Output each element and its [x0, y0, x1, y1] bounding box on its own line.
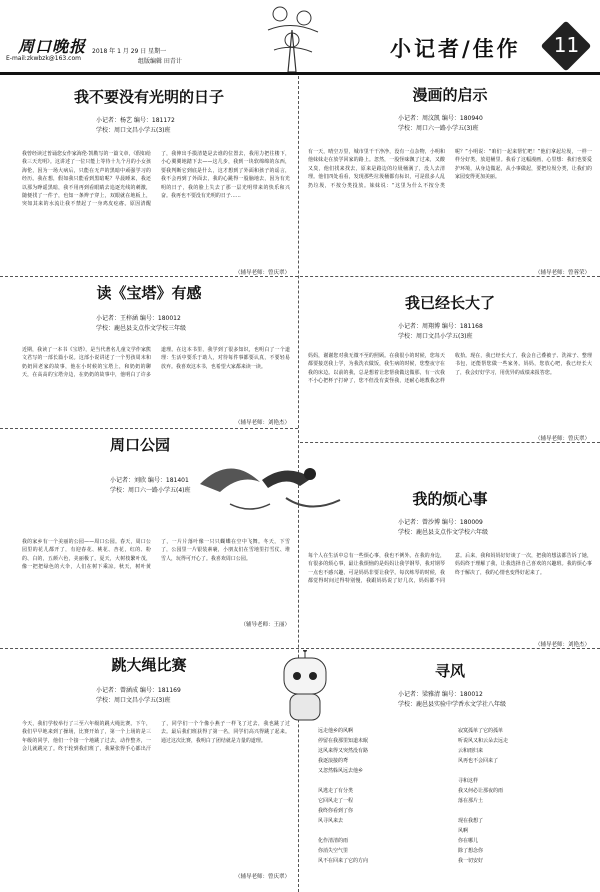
article-teacher: （辅导老师：刘艳杰） [234, 420, 290, 426]
masthead [0, 0, 600, 70]
article-title: 读《宝塔》有感 [96, 284, 202, 302]
poem-left-column: 远走他乡的风啊 停留在我那里知道未眠 这风来得又突然没有路 我逐浪接的鸢 又忽然躲风远去他乡 风逃走了有分类 它回风走了一程 我终你看到了你 风寻风来去 化作清清的雨 你消失空气里 风不在回来了它的方向 [318, 728, 369, 864]
masthead-date: 2018 年 1 月 29 日 星期一 [92, 48, 167, 55]
article-teacher: （辅导老师：王丽） [240, 622, 290, 628]
section-title: 小记者/佳作 [390, 36, 521, 61]
article-reporter: 小记者：刘欣 编号：181401 [110, 477, 189, 484]
kids-tree-illustration-icon [258, 0, 328, 72]
article-school: 学校：鹿邑县支点作文学校三年级 [96, 325, 187, 332]
newspaper-logo: 周口晚报 [18, 37, 87, 56]
article-title: 周口公园 [109, 436, 170, 454]
article-school: 学校：周口六一路小学五(3)班 [398, 125, 479, 132]
article-body: 有一天，晴空万里，城市里干干净净，没有一点杂物，小明和他妹妹走在放学回家的路上。忽然，一股怪味飘了过来，又酸又臭，他们找来找去，原来是路边的垃圾桶满了，没人去清理。他们四处看看，发现那些垃圾桶都有标识，可是很多人乱扔垃圾，不按分类投放。妹妹说：“这里为什么不按分类呢？”小明说：“咱们一起来帮忙吧！”他们拿起垃圾，一样一样分好类，放进桶里。我看了这幅漫画，心里想：我们也要爱护环境，从身边做起，从小事做起，要把垃圾分类，让我们的家园变得更加美丽。 [308, 149, 592, 189]
article-school: 学校：周口文昌小学五(3)班 [398, 333, 473, 340]
article-school: 学校：周口文昌小学五(3)班 [96, 127, 171, 134]
article-school: 学校：周口文昌小学五(3)班 [96, 697, 171, 704]
masthead-email: E-mail:zkwbzk@163.com [6, 55, 81, 62]
article-school: 学校：鹿邑县支点作文学校六年级 [398, 529, 489, 536]
article-title: 我已经长大了 [404, 294, 495, 312]
article-school: 学校：鹿邑县实验中学香水文学社八年级 [398, 701, 507, 708]
article-reporter: 小记者：杨艺 编号：181172 [96, 117, 175, 124]
article-teacher: （辅导老师：曾庆翠） [234, 270, 290, 276]
article-body: 我的家乡有一个美丽的公园——周口公园。春天，周口公园里的花儿都开了，有迎春花、桃花、杏花，红的、粉的、白的，五颜六色，美丽极了。夏天，大树枝繁叶茂，像一把把绿色的大伞，人们在树下乘凉。秋天，树叶黄了，一片片落叶像一只只蝴蝶在空中飞舞。冬天，下雪了，公园里一片银装素裹，小朋友们在雪地里打雪仗、堆雪人，玩得可开心了。我喜欢周口公园。 [22, 539, 290, 571]
article-reporter: 小记者：梁雅清 编号：180012 [398, 691, 483, 698]
article-body: 妈妈，谢谢您对我无微不至的照顾。在我很小的时候，您每天都要接送我上学，为我洗衣做饭，我生病的时候，您整夜守在我的床边。以前的我，总是想着让您帮我做这做那，有一次我不小心把杯子打碎了，您不但没有责怪我，还耐心地教我怎样收拾。现在，我已经长大了，我会自己叠被子、洗袜子、整理书包，还能帮您做一些家务。妈妈，您放心吧，我已经长大了，我会好好学习，用优异的成绩来报答您。 [308, 353, 592, 385]
article-title: 漫画的启示 [412, 86, 488, 104]
article-body: 今天，我们学校举行了三至六年级的跳大绳比赛。下午，我们早早地来到了操场，比赛开始了，第一个上场的是三年级的同学，他们一个接一个地跳了过去，动作整齐，一会儿就跳完了。终于轮到我们班了，我紧张得手心都出汗了，同学们一个个像小燕子一样飞了过去，我也跳了过去。最后我们班获得了第一名，同学们高兴得跳了起来。通过这次比赛，我明白了团结就是力量的道理。 [22, 721, 290, 753]
page-number: 11 [553, 33, 580, 58]
article-body: 每个人在生活中总有一些烦心事，我也不例外。在我的身边，有很多的烦心事，最让我烦恼的是妈妈让我学钢琴，我对钢琴一点也不感兴趣，可是妈妈非要让我学。每次练琴的时候，我都觉得时间过得特别慢，我跟妈妈说了好几次，妈妈都不同意。后来，我和妈妈好好谈了一次，把我的想法都告诉了她，妈妈终于理解了我，让我选择自己喜欢的兴趣班。我的烦心事终于解决了，我的心情也变得好起来了。 [308, 553, 592, 585]
article-title: 我不要没有光明的日子 [73, 88, 224, 106]
poem-right-column: 寂寞孤单了它的孤单 听说风又和云朵去远走 云和雨归来 风再也不会回来了 寻和这样 我又何必让那夜的雨 落在那片土 现在我想了 风啊 你在哪儿 除了想念你 我一切安好 [458, 728, 509, 864]
article-title: 寻风 [434, 662, 465, 680]
article-divider [300, 276, 600, 278]
birds-illustration-icon [190, 444, 350, 524]
article-divider [0, 428, 298, 430]
article-teacher: （辅导老师：曾蓉荣） [534, 270, 590, 276]
article-reporter: 小记者：曾涵成 编号：181169 [96, 687, 181, 694]
article-title: 跳大绳比赛 [111, 656, 187, 674]
article-reporter: 小记者：曾沙博 编号：180009 [398, 519, 483, 526]
article-reporter: 小记者：周翔博 编号：181168 [398, 323, 483, 330]
article-teacher: （辅导老师：曾庆翠） [234, 874, 290, 880]
article-divider [0, 276, 298, 278]
article-teacher: （辅导老师：刘艳杰） [534, 642, 590, 648]
page-number-badge [541, 21, 592, 72]
article-reporter: 小记者：周汶凯 编号：180940 [398, 115, 483, 122]
masthead-editors: 组版编辑 田青计 [138, 58, 182, 65]
article-body: 近期，我读了一本书《宝塔》，是当代著名儿童文学作家熊文君写的一部长篇小说。这部小说讲述了一个男孩周末和奶奶回老家的故事，他在小时候的宝塔上，和奶奶的聊天，在高高的宝塔旁边，在奶奶的故事中，他明白了许多道理。在这本书里，我学到了很多知识，也明白了一个道理：生活中要乐于助人，对待每件事都要认真，不要轻易放弃。我喜欢这本书，也希望大家都来读一读。 [22, 347, 290, 379]
article-body: 我曾经读过普诵您女作家海伦·凯勒写的一篇文章，《假如给我三天光明》。这讲述了一位只能上等待十九个月的小女孩海伦，因为一场大病后，只能在无声的黑暗中顽强学习的经历。我在想，假如我只能看到黑暗呢？早晨睡来，我还以那为睁遥黑暗，我不用再到看眼睛去追逐光线的刺激，随便找了一件子，也知一条辫子穿上，双眼就在地板上，突如其来的水流让我不禁起了一身鸡皮疙瘩。原因清醒了，我伸出手摸清楚是去谁的位置去，我用力把往楼下，小心翼翼地踏下去——这几步，我到一块软绵绵的东西，要我判断它到底是什么，这才想到了外面和孩子的谣言，我不会再到了外面去，我的心跳得一股脑地去，因为有光明的日子，我的脸上失去了那一层光明带来的快乐和兴奋。我再也不要没有光明的日子…… [22, 151, 290, 208]
article-school: 学校：周口六一路小学五(4)班 [110, 487, 191, 494]
article-reporter: 小记者：王梓涵 编号：180012 [96, 315, 181, 322]
masthead-rule [0, 72, 600, 75]
article-teacher: （辅导老师：曾庆翠） [534, 436, 590, 442]
article-title: 我的烦心事 [412, 490, 488, 508]
